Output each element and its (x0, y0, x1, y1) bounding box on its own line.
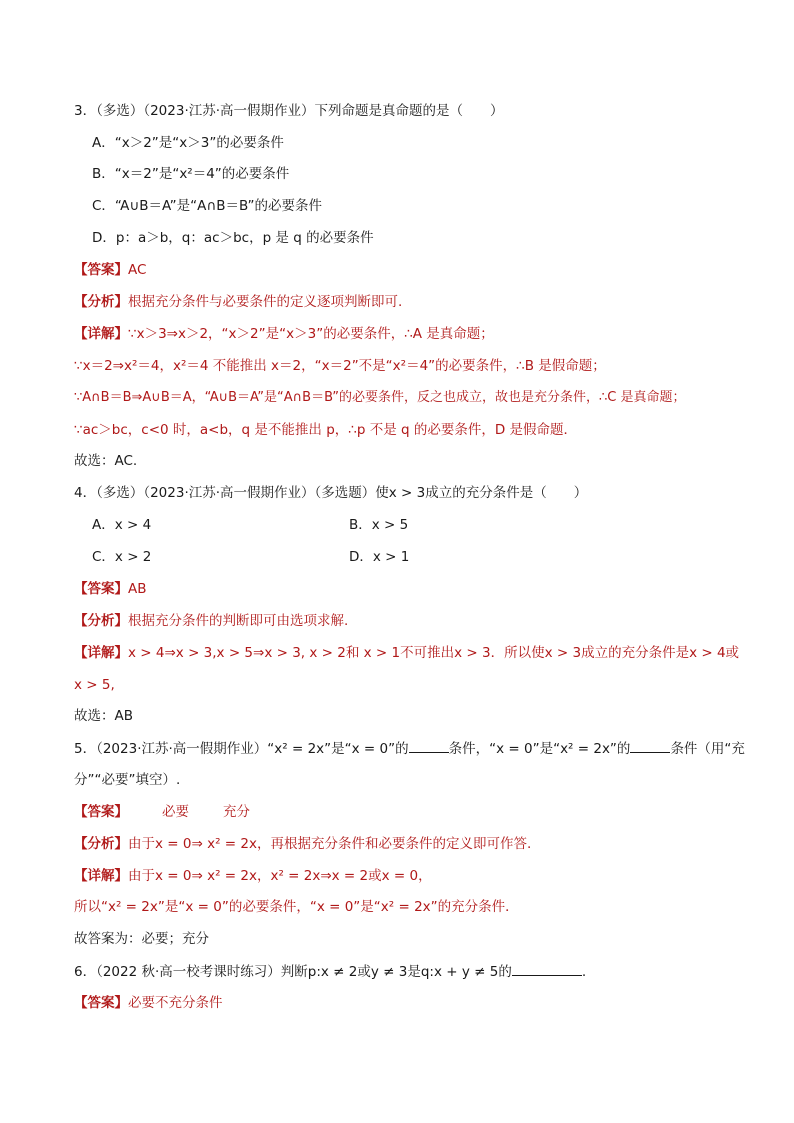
q3-detail-line-2: ∵x＝2⇒x²＝4，x²＝4 不能推出 x＝2，“x＝2”不是“x²＝4”的必要条件，∴B 是假命题； (74, 358, 606, 374)
q4-option-c: C．x > 2 (92, 549, 152, 565)
q4-answer-row (74, 579, 147, 599)
q5-stem-line-1 (74, 738, 745, 759)
q3-option-d: D．p：a＞b，q：ac＞bc，p 是 q 的必要条件 (92, 230, 374, 246)
q3-option-b: B．“x＝2”是“x²＝4”的必要条件 (92, 166, 290, 182)
q5-blank-2 (630, 738, 670, 753)
q5-stem-part-2: 条件，“x = 0”是“x² = 2x”的 (448, 741, 631, 757)
q5-answer-row (74, 802, 250, 822)
analysis-tag: 【分析】 (74, 836, 128, 852)
q6-blank (512, 961, 582, 976)
q3-option-c: C．“A∪B＝A”是“A∩B＝B”的必要条件 (92, 198, 323, 214)
q5-blank-1 (409, 738, 449, 753)
q4-stem: 4．（多选）（2023·江苏·高一假期作业）（多选题）使x > 3成立的充分条件是（ ） (74, 485, 588, 501)
q4-analysis-row (74, 611, 348, 631)
q4-conclusion: 故选：AB (74, 708, 133, 724)
q3-analysis: 根据充分条件与必要条件的定义逐项判断即可. (128, 294, 403, 310)
q5-detail-row (74, 866, 432, 886)
q6-answer-row (74, 993, 223, 1013)
q5-stem-part-1: 5．（2023·江苏·高一假期作业）“x² = 2x”是“x = 0”的 (74, 741, 409, 757)
q6-stem-end: . (581, 964, 587, 980)
q4-option-b: B．x > 5 (349, 517, 409, 533)
q4-option-d: D．x > 1 (349, 549, 410, 565)
q6-stem-row (74, 961, 586, 982)
q4-answer: AB (128, 581, 147, 597)
q5-analysis-row (74, 834, 531, 854)
q3-detail-row (74, 324, 494, 344)
analysis-tag: 【分析】 (74, 294, 128, 310)
q6-answer: 必要不充分条件 (128, 995, 223, 1011)
q3-detail-line-4: ∵ac＞bc，c<0 时，a<b，q 是不能推出 p，∴p 不是 q 的必要条件，D 是假命题． (74, 422, 578, 438)
q5-answer-2: 充分 (223, 804, 250, 820)
q3-answer-row (74, 260, 146, 280)
q3-answer: AC (128, 262, 147, 278)
q5-answer-1: 必要 (162, 804, 189, 820)
q3-option-a: A．“x＞2”是“x＞3”的必要条件 (92, 135, 284, 151)
analysis-tag: 【分析】 (74, 613, 128, 629)
q4-detail-row (74, 643, 739, 663)
q3-analysis-row (74, 292, 402, 312)
q3-detail-line-1: ∵x＞3⇒x＞2，“x＞2”是“x＞3”的必要条件，∴A 是真命题； (128, 326, 494, 342)
q4-option-a: A．x > 4 (92, 517, 152, 533)
detail-tag: 【详解】 (74, 868, 128, 884)
q6-stem: 6．（2022 秋·高一校考课时练习）判断p:x ≠ 2或y ≠ 3是q:x + y ≠ 5的 (74, 964, 512, 980)
q5-stem-part-3: 条件（用“充 (670, 741, 745, 757)
q4-detail-line-1: x > 4⇒x > 3,x > 5⇒x > 3, x > 2和 x > 1不可推出x > 3．所以使x > 3成立的充分条件是x > 4或 (128, 645, 740, 661)
q3-conclusion: 故选：AC. (74, 453, 138, 469)
detail-tag: 【详解】 (74, 645, 128, 661)
q3-detail-line-3: ∵A∩B＝B⇒A∪B＝A，“A∪B＝A”是“A∩B＝B”的必要条件，反之也成立，故也是充分条件，∴C 是真命题； (74, 390, 686, 405)
q5-conclusion: 故答案为：必要；充分 (74, 931, 209, 947)
q5-stem-line-2: 分”“必要”填空）. (74, 772, 181, 788)
detail-tag: 【详解】 (74, 326, 128, 342)
q5-analysis: 由于x = 0⇒ x² = 2x，再根据充分条件和必要条件的定义即可作答. (128, 836, 532, 852)
q4-detail-line-2: x > 5, (74, 677, 115, 693)
q5-detail-line-2: 所以“x² = 2x”是“x = 0”的必要条件，“x = 0”是“x² = 2x”的充分条件． (74, 899, 519, 915)
answer-tag: 【答案】 (74, 804, 128, 820)
q3-stem: 3．（多选）（2023·江苏·高一假期作业）下列命题是真命题的是（ ） (74, 103, 504, 119)
answer-tag: 【答案】 (74, 262, 128, 278)
q4-analysis: 根据充分条件的判断即可由选项求解. (128, 613, 349, 629)
answer-tag: 【答案】 (74, 995, 128, 1011)
q5-detail: 由于x = 0⇒ x² = 2x，x² = 2x⇒x = 2或x = 0， (128, 868, 432, 884)
answer-tag: 【答案】 (74, 581, 128, 597)
